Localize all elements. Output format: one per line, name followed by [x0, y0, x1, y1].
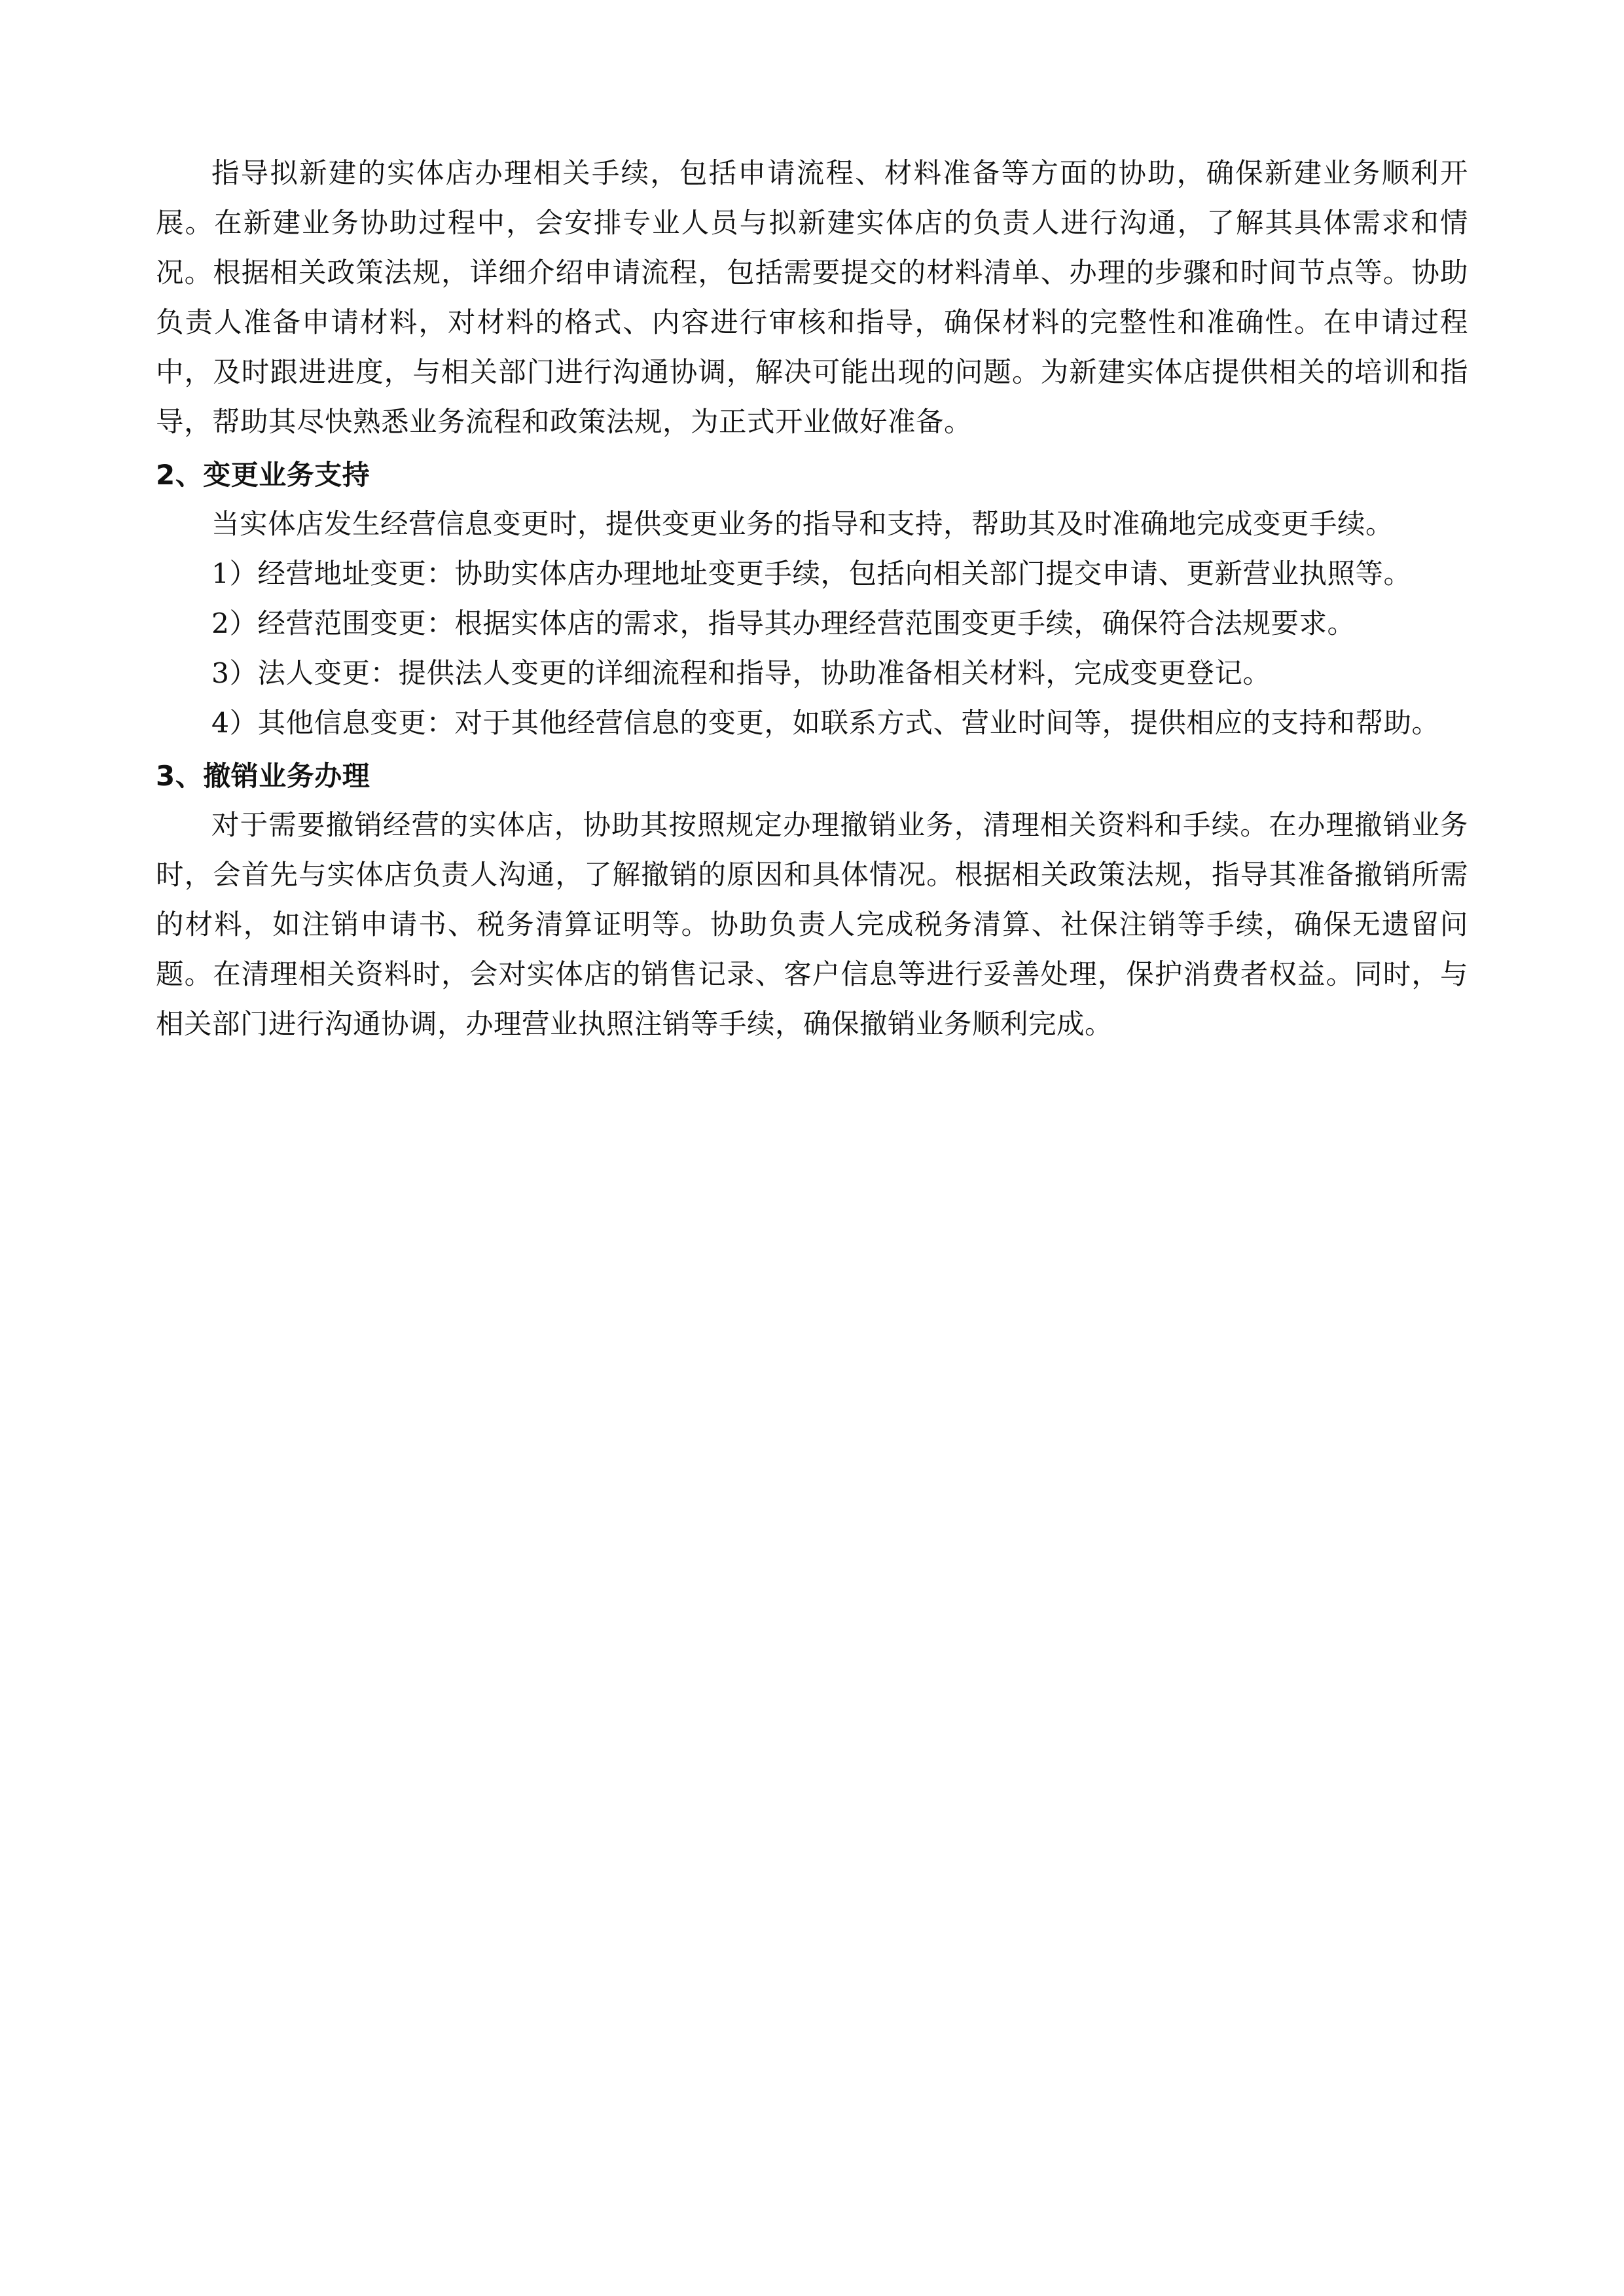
section2-intro-paragraph: 当实体店发生经营信息变更时，提供变更业务的指导和支持，帮助其及时准确地完成变更手续。 — [211, 509, 1394, 541]
list-item-legal-person-change: 3）法人变更：提供法人变更的详细流程和指导，协助准备相关材料，完成变更登记。 — [211, 658, 1271, 690]
list-item-other-info-change: 4）其他信息变更：对于其他经营信息的变更，如联系方式、营业时间等，提供相应的支持和帮助。 — [211, 708, 1440, 740]
section-heading-change-support: 2、变更业务支持 — [156, 459, 370, 491]
list-item-scope-change: 2）经营范围变更：根据实体店的需求，指导其办理经营范围变更手续，确保符合法规要求。 — [211, 608, 1356, 640]
intro-paragraph: 指导拟新建的实体店办理相关手续，包括申请流程、材料准备等方面的协助，确保新建业务顺利开展。在新建业务协助过程中，会安排专业人员与拟新建实体店的负责人进行沟通，了解其具体需求和情况。根据相关政策法规，详细介绍申请流程，包括需要提交的材料清单、办理的步骤和时间节点等。协助负责人准备申请材料，对材料的格式、内容进行审核和指导，确保材料的完整性和准确性。在申请过程中，及时跟进进度，与相关部门进行沟通协调，解决可能出现的问题。为新建实体店提供相关的培训和指导，帮助其尽快熟悉业务流程和政策法规，为正式开业做好准备。 — [156, 158, 1468, 439]
section-heading-cancellation: 3、撤销业务办理 — [156, 760, 370, 792]
section3-body-paragraph: 对于需要撤销经营的实体店，协助其按照规定办理撤销业务，清理相关资料和手续。在办理撤销业务时，会首先与实体店负责人沟通，了解撤销的原因和具体情况。根据相关政策法规，指导其准备撤销所需的材料，如注销申请书、税务清算证明等。协助负责人完成税务清算、社保注销等手续，确保无遗留问题。在清理相关资料时，会对实体店的销售记录、客户信息等进行妥善处理，保护消费者权益。同时，与相关部门进行沟通协调，办理营业执照注销等手续，确保撤销业务顺利完成。 — [156, 810, 1468, 1041]
document-page — [156, 149, 1468, 1050]
list-item-address-change: 1）经营地址变更：协助实体店办理地址变更手续，包括向相关部门提交申请、更新营业执照等。 — [211, 558, 1412, 590]
